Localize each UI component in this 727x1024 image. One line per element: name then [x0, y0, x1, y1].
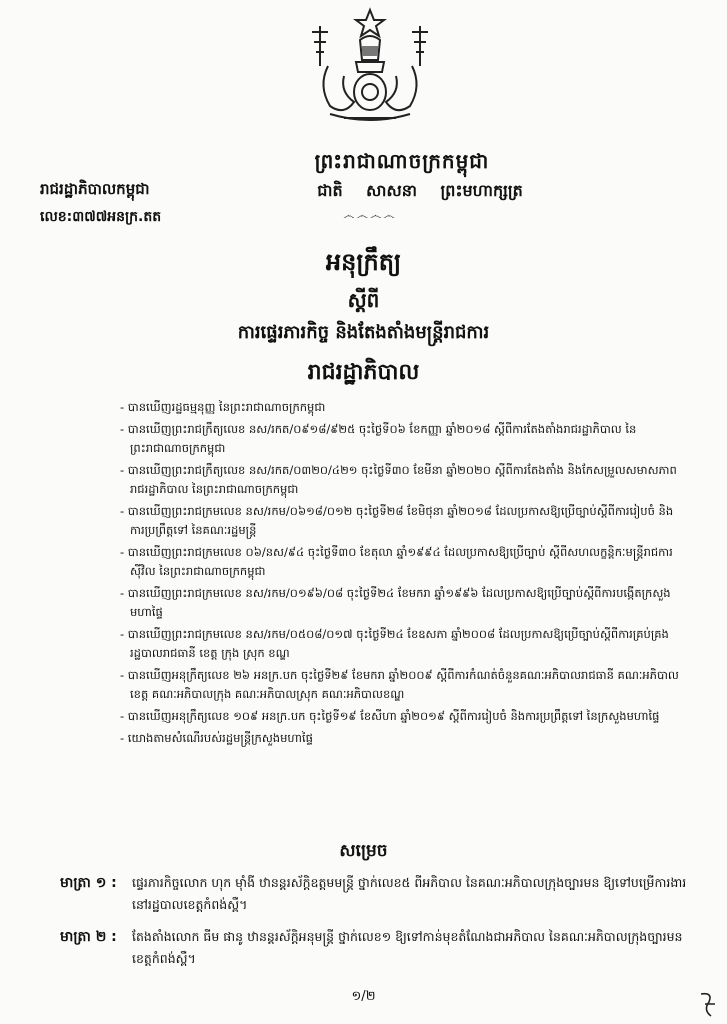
article-label: មាត្រា ២ : [60, 929, 117, 945]
national-motto: ជាតិ សាសនា ព្រះមហាក្សត្រ [317, 181, 523, 200]
handwritten-initial [693, 990, 723, 1020]
legal-basis-item: - បានឃើញព្រះរាជក្រឹត្យលេខ នស/រកត/០៩១៨/៩២៥ ចុះថ្ងៃទី០៦ ខែកញ្ញា ឆ្នាំ២០១៨ ស្តីពីការតែងតាំងរាជរដ្ឋាភិបាល នៃព្រះរាជាណាចក្រកម្ពុជា [120, 422, 637, 455]
kingdom-heading: ព្រះរាជាណាចក្រកម្ពុជា [314, 149, 490, 173]
legal-basis-item: - បានឃើញព្រះរាជក្រមលេខ ០៦/នស/៩៤ ចុះថ្ងៃទី៣០ ខែតុលា ឆ្នាំ១៩៩៤ ដែលប្រកាសឱ្យប្រើច្បាប់ ស្តីពីសហលក្ខន្តិកៈមន្ត្រីរាជការស៊ីវិល នៃព្រះរាជាណាចក្រកម្ពុជា [120, 545, 673, 578]
article-2 [60, 926, 690, 970]
legal-basis-item: - បានឃើញព្រះរាជក្រមលេខ នស/រកម/០១៩៦/០៨ ចុះថ្ងៃទី២៤ ខែមករា ឆ្នាំ១៩៩៦ ដែលប្រកាសឱ្យប្រើច្បាប់ស្តីពីការបង្កើតក្រសួងមហាផ្ទៃ [120, 586, 671, 619]
government-heading: រាជរដ្ឋាភិបាល [307, 360, 420, 385]
legal-basis-item: - បានឃើញព្រះរាជក្រមលេខ នស/រកម/០៥០៨/០១៧ ចុះថ្ងៃទី២៤ ខែឧសភា ឆ្នាំ២០០៨ ដែលប្រកាសឱ្យប្រើច្បាប់ស្តីពីការគ្រប់គ្រងរដ្ឋបាលរាជធានី ខេត្ត ក្រុង ស្រុក ខណ្ឌ [120, 627, 669, 660]
article-1 [60, 872, 690, 916]
legal-basis-item: - បានឃើញអនុក្រឹត្យលេខ ១០៩ អនក្រ.បក ចុះថ្ងៃទី១៩ ខែសីហា ឆ្នាំ២០១៩ ស្តីពីការរៀបចំ និងការប្រព្រឹត្តទៅ នៃក្រសួងមហាផ្ទៃ [120, 709, 660, 723]
legal-basis-item: - បានឃើញអនុក្រឹត្យលេខ ២៦ អនក្រ.បក ចុះថ្ងៃទី២៩ ខែមករា ឆ្នាំ២០០៩ ស្តីពីការកំណត់ចំនួនគណៈអភិបាលរាជធានី គណៈអភិបាលខេត្ត គណៈអភិបាលក្រុង គណៈអភិបាលស្រុក គណៈអភិបាលខណ្ឌ [120, 668, 679, 701]
page-number: ១/២ [351, 989, 376, 1004]
legal-basis-list [120, 398, 680, 751]
document-type-title: អនុក្រឹត្យ [325, 248, 402, 276]
on-heading: ស្តីពី [347, 288, 380, 312]
issuing-government: រាជរដ្ឋាភិបាលកម្ពុជា [40, 180, 150, 198]
legal-basis-item: - បានឃើញព្រះរាជក្រមលេខ នស/រកម/០៦១៨/០១២ ចុះថ្ងៃទី២៨ ខែមិថុនា ឆ្នាំ២០១៨ ដែលប្រកាសឱ្យប្រើច្បាប់ស្តីពីការរៀបចំ និងការប្រព្រឹត្តទៅ នៃគណៈរដ្ឋមន្ត្រី [120, 504, 674, 537]
document-subject: ការផ្ទេរភារកិច្ច និងតែងតាំងមន្ត្រីរាជការ [237, 322, 490, 343]
legal-basis-item: - យោងតាមសំណើរបស់រដ្ឋមន្ត្រីក្រសួងមហាផ្ទៃ [120, 731, 313, 745]
decision-heading: សម្រេច [339, 841, 388, 861]
reference-number: លេខ:៣៧៧អនក្រ.តត [40, 209, 162, 225]
article-text: តែងតាំងលោក ធីម ផានូ ឋានន្តរស័ក្តិអនុមន្ត្រី ថ្នាក់លេខ១ ឱ្យទៅកាន់មុខតំណែងជាអភិបាល នៃគណៈអភិបាលក្រុងច្បារមន ខេត្តកំពង់ស្ពឺ។ [132, 929, 683, 966]
legal-basis-item: - បានឃើញព្រះរាជក្រឹត្យលេខ នស/រកត/០៣២០/៤២១ ចុះថ្ងៃទី៣០ ខែមីនា ឆ្នាំ២០២០ ស្តីពីការតែងតាំង និងកែសម្រួលសមាសភាពរាជរដ្ឋាភិបាល នៃព្រះរាជាណាចក្រកម្ពុជា [120, 463, 677, 496]
legal-basis-item: - បានឃើញរដ្ឋធម្មនុញ្ញ នៃព្រះរាជាណាចក្រកម្ពុជា [120, 400, 326, 414]
decorative-ornament: ෴෴෴෴ [343, 208, 397, 222]
royal-coat-of-arms-emblem [300, 6, 440, 128]
article-text: ផ្ទេរភារកិច្ចលោក ហុក ម៉ាំងី ឋានន្តរស័ក្តិឧត្តមមន្ត្រី ថ្នាក់លេខ៥ ពីអភិបាល នៃគណៈអភិបាលក្រុងច្បារមន ឱ្យទៅបម្រើការងារនៅរដ្ឋបាលខេត្តកំពង់ស្ពឺ។ [132, 875, 687, 912]
article-label: មាត្រា ១ : [60, 875, 117, 891]
